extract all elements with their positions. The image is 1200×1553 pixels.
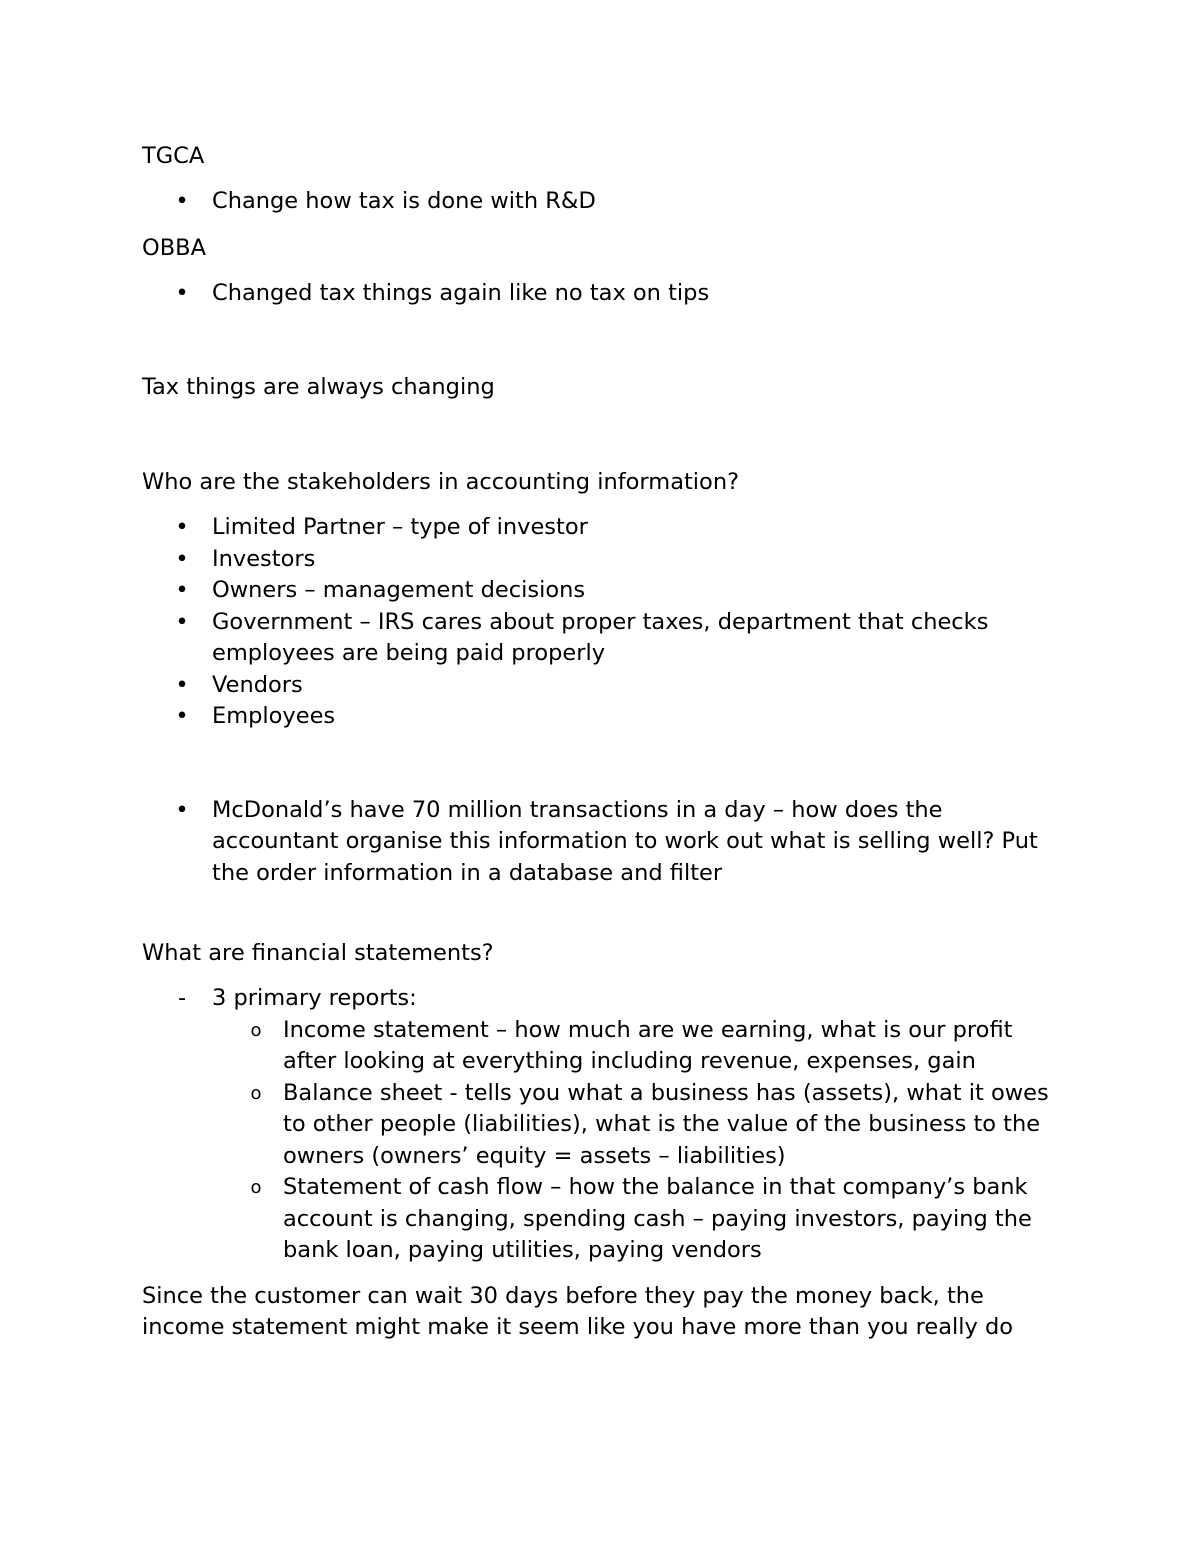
heading-tgca: TGCA xyxy=(142,143,205,169)
bullet-icon: • xyxy=(175,188,189,214)
bullet-icon: • xyxy=(175,279,189,306)
list-item: • Owners – management decisions xyxy=(142,575,1072,607)
list-item: • McDonald’s have 70 million transactions in a day – how does the accountant organise this information to work out what is selling well? Put the order information in a database and filter xyxy=(142,795,1072,890)
list-item: • Change how tax is done with R&D xyxy=(142,186,1072,218)
dash-icon: - xyxy=(177,985,187,1011)
list-item: o Income statement – how much are we earning, what is our profit after looking at everything including revenue, expenses, gain xyxy=(142,1015,1072,1078)
tax-note: Tax things are always changing xyxy=(142,374,495,400)
bullet-icon: • xyxy=(175,703,189,729)
circle-bullet-icon: o xyxy=(250,1082,262,1104)
list-item: • Vendors xyxy=(142,670,1072,702)
tgca-list xyxy=(142,186,1072,218)
heading-obba: OBBA xyxy=(142,234,206,261)
closing-paragraph: Since the customer can wait 30 days before they pay the money back, the income statement might make it seem like you have more than you really do xyxy=(142,1282,1014,1340)
obba-list xyxy=(142,278,1072,310)
list-item: • Government – IRS cares about proper taxes, department that checks employees are being paid properly xyxy=(142,607,1072,670)
list-item: • Employees xyxy=(142,701,1072,733)
list-item: • Investors xyxy=(142,544,1072,576)
bullet-icon: • xyxy=(175,577,189,603)
circle-bullet-icon: o xyxy=(250,1177,262,1198)
stakeholders-question: Who are the stakeholders in accounting information? xyxy=(142,469,740,495)
stakeholders-list xyxy=(142,512,1072,733)
list-item: o Statement of cash flow – how the balance in that company’s bank account is changing, spending cash – paying investors, paying the bank loan, paying utilities, paying vendors xyxy=(142,1172,1072,1267)
document-page xyxy=(142,140,1072,1344)
list-item: o Balance sheet - tells you what a business has (assets), what it owes to other people (liabilities), what is the value of the business to the owners (owners’ equity = assets – liabilities) xyxy=(142,1078,1072,1173)
financial-statements-question: What are financial statements? xyxy=(142,940,494,966)
bullet-icon: • xyxy=(175,671,189,698)
bullet-icon: • xyxy=(175,545,189,572)
list-item: • Limited Partner – type of investor xyxy=(142,512,1072,544)
bullet-icon: • xyxy=(175,514,189,540)
bullet-icon: • xyxy=(175,796,189,823)
financial-statements-list xyxy=(142,983,1072,1015)
bullet-icon: • xyxy=(175,608,189,635)
mcdonalds-list xyxy=(142,795,1072,890)
reports-sublist xyxy=(142,1015,1072,1267)
circle-bullet-icon: o xyxy=(250,1019,262,1041)
list-item: • Changed tax things again like no tax on tips xyxy=(142,278,1072,310)
list-item: - 3 primary reports: xyxy=(142,983,1072,1015)
